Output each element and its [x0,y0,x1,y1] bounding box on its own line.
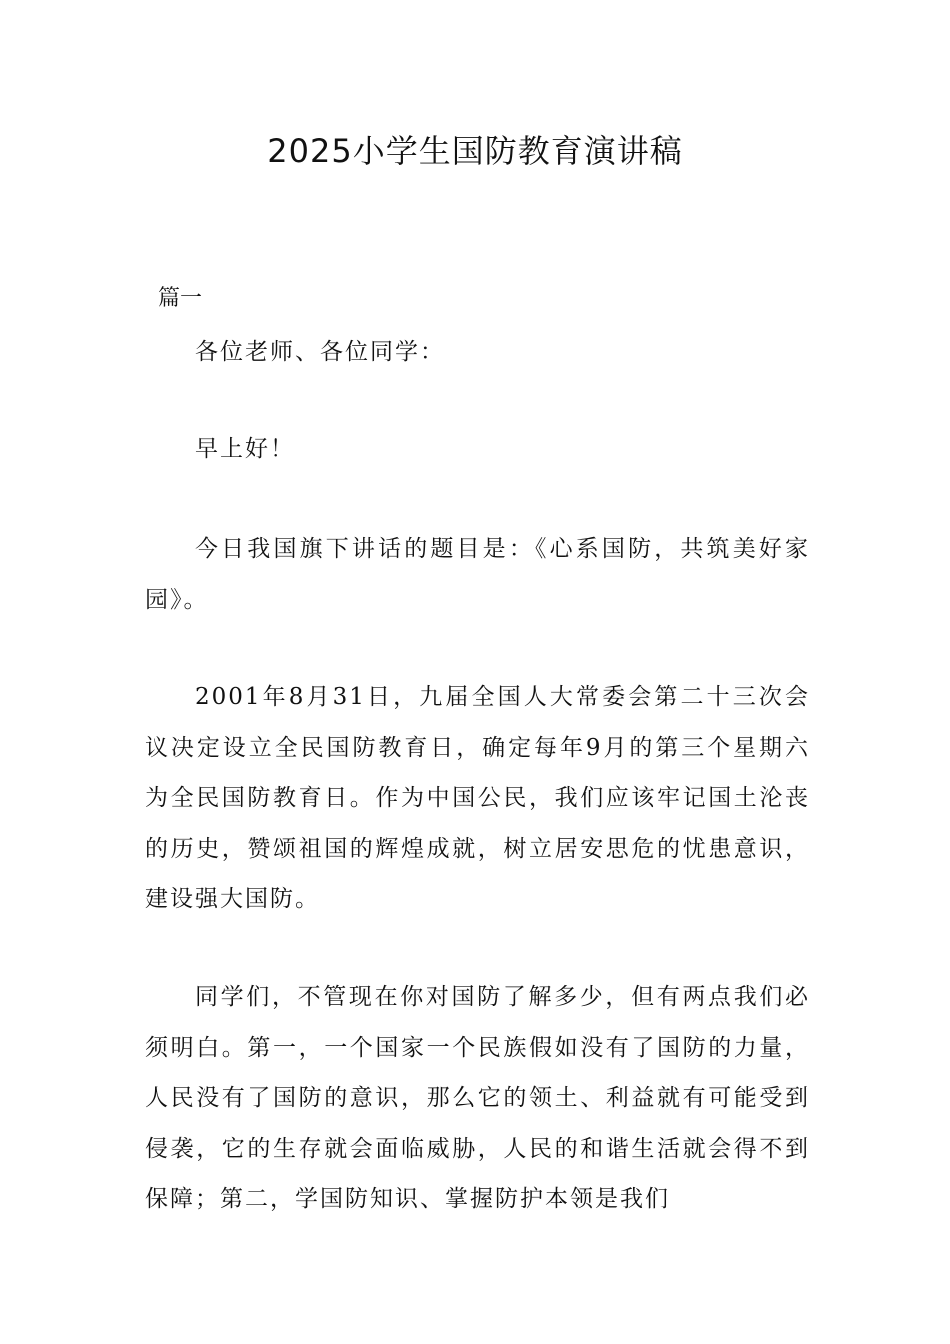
document-title: 2025小学生国防教育演讲稿 [267,132,683,170]
paragraph-greeting: 各位老师、各位同学： [195,339,445,365]
paragraph-good-morning: 早上好！ [195,436,295,462]
section-label: 篇一 [158,286,203,311]
paragraph-topic: 今日我国旗下讲话的题目是：《心系国防，共筑美好家园》。 [145,536,810,613]
paragraph-two-points: 同学们，不管现在你对国防了解多少，但有两点我们必须明白。第一，一个国家一个民族假如没有了国防的力量，人民没有了国防的意识，那么它的领土、利益就有可能受到侵袭，它的生存就会面临威胁，人民的和谐生活就会得不到保障；第二，学国防知识、掌握防护本领是我们 [145,984,810,1212]
paragraph-defense-day: 2001年8月31日，九届全国人大常委会第二十三次会议决定设立全民国防教育日，确定每年9月的第三个星期六为全民国防教育日。作为中国公民，我们应该牢记国土沦丧的历史，赞颂祖国的辉煌成就，树立居安思危的忧患意识，建设强大国防。 [145,684,810,912]
